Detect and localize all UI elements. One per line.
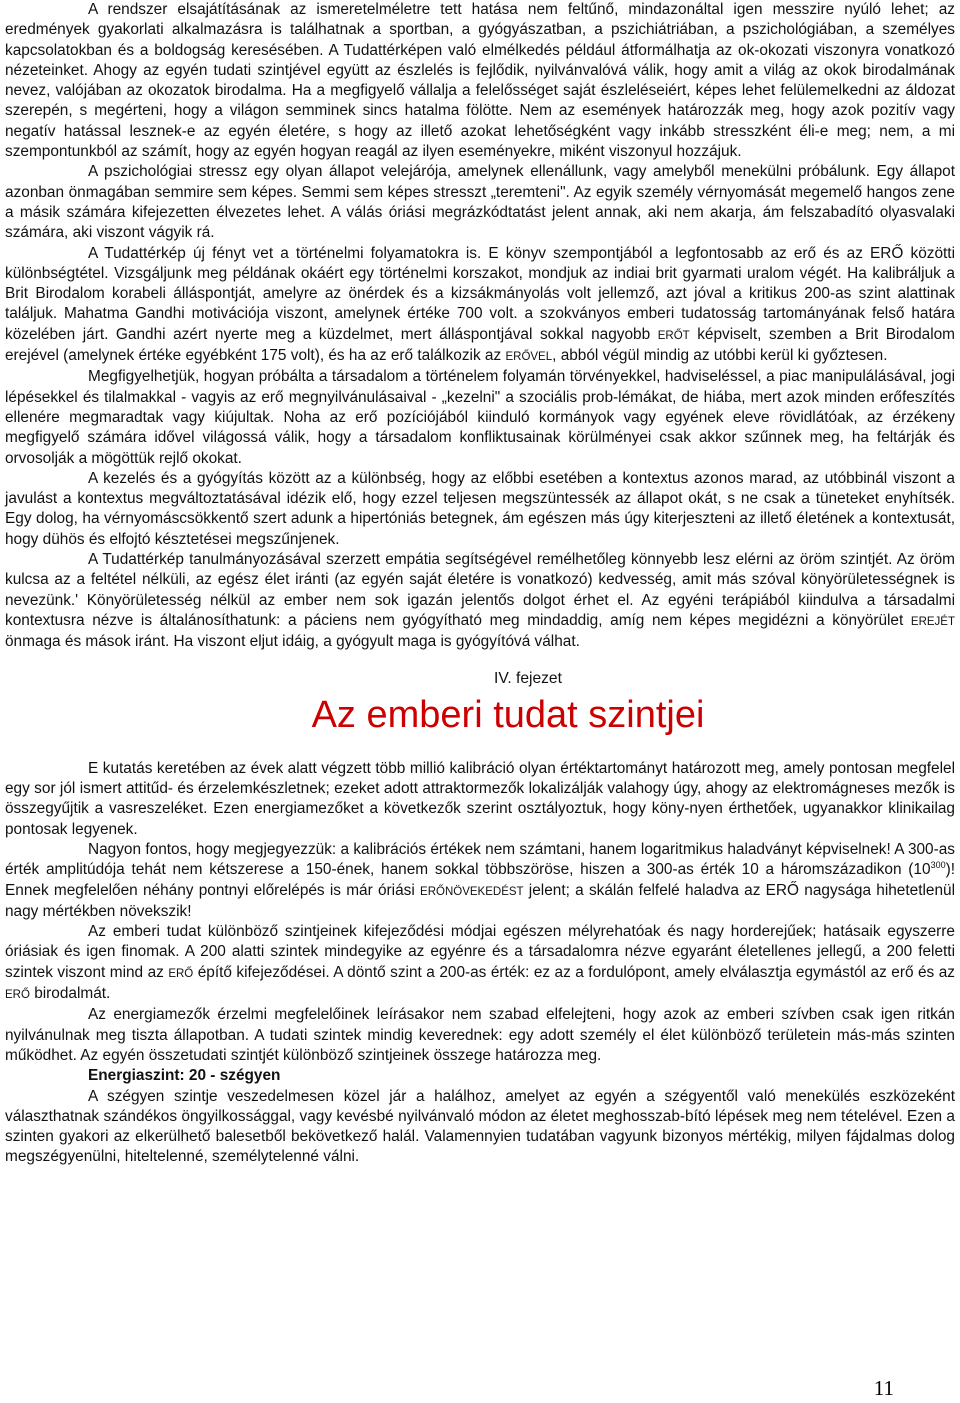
smallcaps-text: ERŐ: [5, 989, 30, 1002]
page-number: 11: [873, 1376, 894, 1400]
paragraph-text: A rendszer elsajátításának az ismeretelméletre tett hatása nem feltűnő, mindazonáltal igen messzire nyúló lehet; az eredmények gyakorlati alkalmazásra is találhatnak a sportban, a gyógyászatban, a pszichiátriában, a pszichológiában, a személyes kapcsolatokban és a boldogság keresésében. A Tudattérképen való elmélkedés például átformálhatja az ok-okozati viszonyra vonatkozó nézeteinket. Ahogy az egyén tudati szintjével együtt az észlelés is fejlődik, nyilvánvalóvá válik, hogy amit a világ az okok birodalmának nevez, valójában az okozatok birodalma. Ha a megfigyelő vállalja a felelősséget saját észleléseiért, képes lehet felülemelkedni az áldozat szerepén, s megérteni, hogy a világon semminek sincs hatalma fölötte. Nem az események határozzák meg, hogy azok pozitív vagy negatív hatással lesznek-e az egyén életére, s hogy az illető azokat lehetőségként vagy inkább stresszként éli-e meg; nem, a mi szempontunkból az számít, hogy az egyén hogyan reagál az ilyen eseményekre, miként viszonyul hozzájuk.: [5, 1, 955, 161]
paragraph: [5, 367, 955, 468]
paragraph: [5, 1087, 955, 1168]
paragraph-text: A Tudattérkép új fényt vet a történelmi folyamatokra is. E könyv szempontjából a legfontosabb az erő és az ERŐ közötti különbségtétel. Vizsgáljunk meg példának okáért egy történelmi korszakot, mondjuk az indiai brit gyarmati uralom végét. Ha kalibráljuk a Brit Birodalom korabeli álláspontját, amelyre az önérdek és a kizsákmányolás volt jellemző, azt jóval a kritikus 200-as szint alattinak találjuk. Mahatma Gandhi motivációja viszont, amelynek értéke 700 volt. a szokványos emberi tudatosság tartományának felső határa közelében járt. Gandhi azért nyerte meg a küzdelmet, mert álláspontjával sokkal nagyobb: [5, 244, 955, 343]
paragraph-text: Az emberi tudat különböző szintjeinek kifejeződési módjai egészen mélyrehatóak és nagy horderejűek; hatásaik egyszerre óriásiak és igen finomak. A 200 alatti szintek mindegyike az egyénre és a társadalomra nézve egyaránt életellenes jellegű, a 200 feletti szintek viszont mind az: [5, 923, 955, 981]
paragraph-text: önmaga és mások iránt. Ha viszont eljut idáig, a gyógyult maga is gyógyítóvá válhat.: [5, 633, 580, 651]
paragraph: [5, 550, 955, 652]
paragraph: [5, 759, 955, 840]
paragraph: [5, 922, 955, 1005]
smallcaps-text: ERŐT: [657, 329, 690, 342]
document-page: [5, 0, 955, 1168]
smallcaps-text: ERŐVEL: [505, 351, 553, 364]
paragraph: [5, 469, 955, 550]
smallcaps-text: ERŐNÖVEKEDÉST: [420, 885, 524, 898]
paragraph: [5, 244, 955, 368]
smallcaps-text: ERŐ: [168, 967, 194, 980]
superscript: 300: [930, 860, 946, 871]
paragraph-text: A kezelés és a gyógyítás között az a különbség, hogy az előbbi esetében a kontextus azonos marad, az utóbbinál viszont a javulást a kontextus megváltoztatásával idézik elő, hogy ezzel teljesen megszüntessék az állapot okát, s ne csak a tüneteket enyhítsék. Egy dolog, ha vérnyomáscsökkentő szert adunk a hipertóniás betegnek, ám egészen más úgy kiterjeszteni az illető életének a kontextusát, hogy dühös és elfojtó késztetései megszűnjenek.: [5, 469, 955, 548]
paragraph: [5, 162, 955, 243]
paragraph-text: birodalmát.: [29, 985, 111, 1003]
paragraph-text: A szégyen szintje veszedelmesen közel jár a halálhoz, amelyet az egyén a szégyentől való menekülés eszközeként választhatnak szándékos öngyilkossággal, vagy kevésbé nyilvánvaló módon az életet meghosszab-bító lépések meg nem tételével. Ezen a szinten gyakori az elkerülhető balesetből bekövetkező halál. Valamennyien tudatában vagyunk bizonyos mértékig, milyen fájdalmas dolog megszégyenülni, hiteltelenné, személytelenné válni.: [5, 1087, 955, 1166]
paragraph: [5, 1005, 955, 1066]
energy-level-heading: Energiaszint: 20 - szégyen: [88, 1067, 281, 1085]
paragraph-text: )! Ennek megfelelően néhány pontnyi előrelépés is már óriási: [5, 861, 955, 899]
paragraph: [5, 0, 955, 162]
paragraph-text: képviselt, szemben a Brit Birodalom erejével (amelynek értéke egyébként 175 volt), és ha az erő találkozik az: [5, 325, 955, 365]
paragraph-text: A pszichológiai stressz egy olyan állapot velejárója, amelynek ellenállunk, vagy amelyből menekülni próbálunk. Egy állapot azonban önmagában semmire sem képes. Semmi sem képes stresszt „teremteni". Az egyik személy vérnyomását megemelő hangos zene a másik számára kifejezetten élvezetes lehet. A válás óriási megrázkódtatást jelent annak, aki nem akarja, ám felszabadító olyasvalaki számára, aki viszont vágyik rá.: [5, 163, 955, 242]
chapter-number: IV. fejezet: [494, 669, 562, 687]
paragraph-text: Az energiamezők érzelmi megfelelőinek leírásakor nem szabad elfelejteni, hogy azok az emberi szívben csak igen ritkán nyilvánulnak meg tiszta állapotban. A tudati szintek mindig keverednek: egy adott személy el élet különböző területein más-más szinten működhet. Az egyén összetudati szintjét különböző szintjeinek összege határozza meg.: [5, 1006, 955, 1064]
paragraph-text: Megfigyelhetjük, hogyan próbálta a társadalom a történelem folyamán törvényekkel, hadviseléssel, a piac manipulálásával, jogi lépésekkel és tilalmakkal - vagyis az erő megnyilvánulásaival - „kezelni" a szociális prob-lémákat, de hiába, mert azok minden erőfeszítés ellenére megmaradtak vagy kiújultak. Noha az erő pozíciójából kiinduló kormányok vagy egyének eleve rövidlátóak, az érzékeny megfigyelő számára idővel világossá válik, hogy a társadalom konfliktusainak körülményei csak akkor szűnnek meg, ha feltárják és orvosolják a mögöttük rejlő okokat.: [5, 368, 955, 467]
smallcaps-text: EREJÉT: [910, 615, 955, 628]
paragraph-text: , abból végül mindig az utóbbi kerül ki győztesen.: [552, 347, 888, 365]
chapter-title: Az emberi tudat szintjei: [311, 693, 705, 736]
paragraph-text: A Tudattérkép tanulmányozásával szerzett empátia segítségével remélhetőleg könnyebb lesz elérni az öröm szintjét. Az öröm kulcsa az a feltétel nélküli, az egész élet iránti (az egyén saját életére is vonatkozó) kedvesség, amit más szóval könyörületességnek is nevezünk.' Könyörületesség nélkül az ember nem sok igazán jelentős dolgot érhet el. Az egyéni terápiából kiindulva a társadalmi kontextusra nézve is általánosíthatunk: a páciens nem gyógyítható meg mindaddig, amíg nem képes megidézni a könyörület: [5, 551, 955, 629]
paragraph-text: Nagyon fontos, hogy megjegyezzük: a kalibrációs értékek nem számtani, hanem logaritmikus haladványt képviselnek! A 300-as érték amplitúdója tehát nem kétszerese a 150-ének, hanem sokkal többszöröse, hiszen a 300-as érték 10 a háromszázadikon (10: [5, 840, 955, 879]
paragraph: [5, 840, 955, 922]
body-text-part-2: [5, 759, 955, 1066]
paragraph-text: építő kifejeződései. A döntő szint a 200-as érték: ez az a fordulópont, amely elválasztja egymástól az erő és az: [193, 963, 955, 981]
body-text-part-3: [5, 1087, 955, 1168]
body-text-part-1: [5, 0, 955, 653]
paragraph-text: jelent; a skálán felfelé haladva az ERŐ nagysága hihetetlenül nagy mértékben növekszik!: [5, 881, 955, 920]
paragraph-text: E kutatás keretében az évek alatt végzett több millió kalibráció olyan értéktartományt határozott meg, amely pontosan megfelel egy sor jól ismert attitűd- és érzelemkészletnek; ezeket adott attraktormezők lokalizálják valahogy úgy, ahogy az elektromágneses mezők is összegyűjtik a vasreszeléket. Ezen energiamezőket a következők szerint osztályoztuk, hogy köny-nyen érthetőek, ugyanakkor klinikailag pontosak legyenek.: [5, 759, 955, 838]
